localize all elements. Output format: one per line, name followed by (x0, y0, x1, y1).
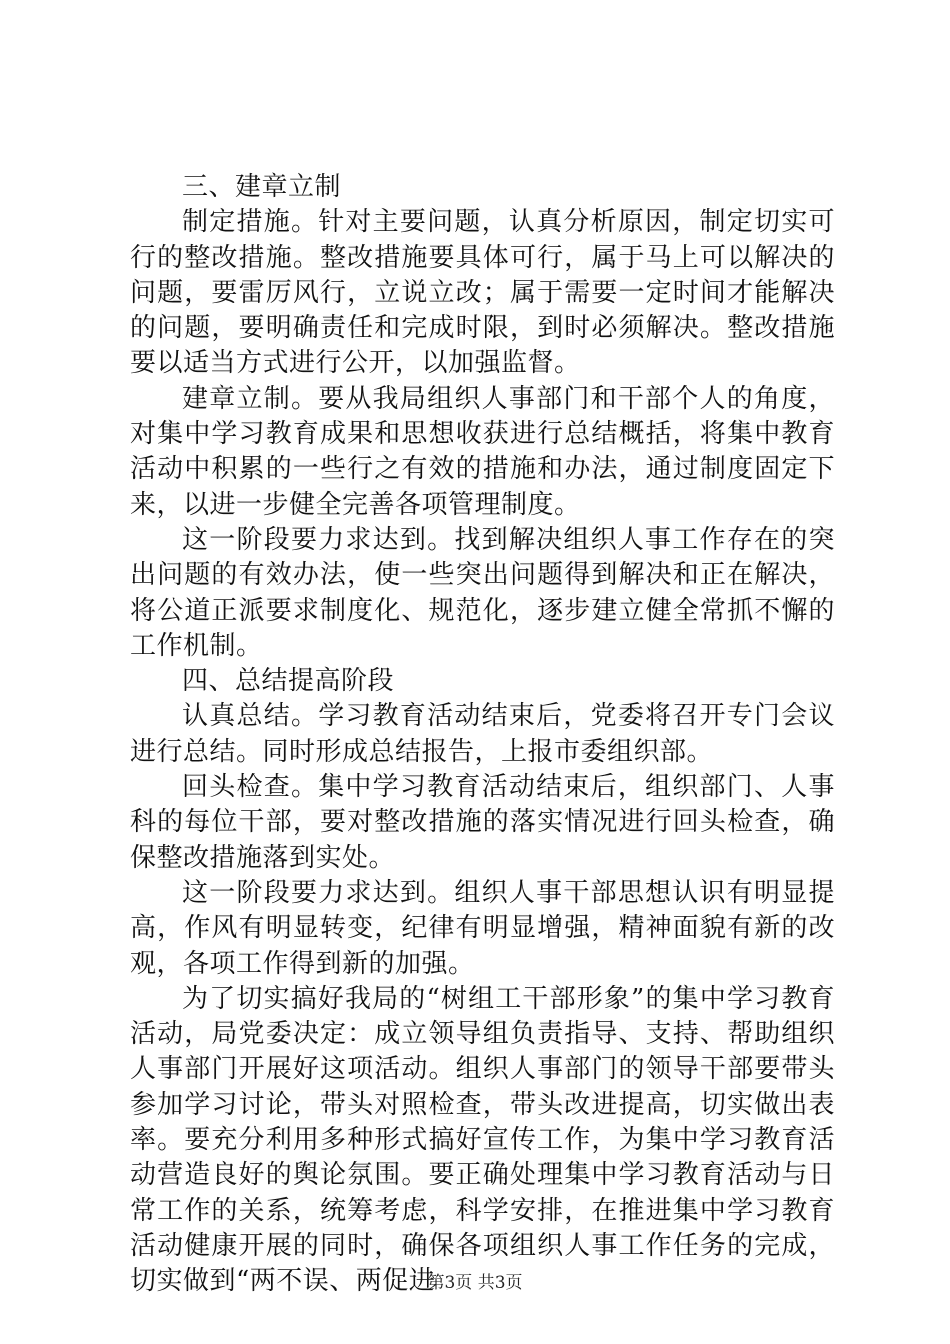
document-body (130, 170, 835, 1300)
paragraph-review: 回头检查。集中学习教育活动结束后，组织部门、人事科的每位干部，要对整改措施的落实情况进行回头检查，确保整改措施落到实处。 (130, 772, 835, 873)
page-number: 第3页 共3页 (427, 1273, 523, 1293)
section-heading-four: 四、总结提高阶段 (182, 666, 395, 697)
paragraph-stage-goal-four: 这一阶段要力求达到。组织人事干部思想认识有明显提高，作风有明显转变，纪律有明显增强，精神面貌有新的改观，各项工作得到新的加强。 (130, 877, 835, 979)
paragraph-measures: 制定措施。针对主要问题，认真分析原因，制定切实可行的整改措施。整改措施要具体可行，属于马上可以解决的问题，要雷厉风行，立说立改；属于需要一定时间才能解决的问题，要明确责任和完成时限，到时必须解决。整改措施要以适当方式进行公开，以加强监督。 (130, 207, 835, 379)
section-heading-three: 三、建章立制 (182, 172, 342, 202)
paragraph-rules: 建章立制。要从我局组织人事部门和干部个人的角度，对集中学习教育成果和思想收获进行总结概括，将集中教育活动中积累的一些行之有效的措施和办法，通过制度固定下来，以进一步健全完善各项管理制度。 (130, 383, 835, 520)
paragraph-closing: 为了切实搞好我局的“树组工干部形象”的集中学习教育活动，局党委决定：成立领导组负责指导、支持、帮助组织人事部门开展好这项活动。组织人事部门的领导干部要带头参加学习讨论，带头对照检查，带头改进提高，切实做出表率。要充分利用多种形式搞好宣传工作，为集中学习教育活动营造良好的舆论氛围。要正确处理集中学习教育活动与日常工作的关系，统筹考虑，科学安排，在推进集中学习教育活动健康开展的同时，确保各项组织人事工作任务的完成，切实做到“两不误、两促进 (130, 983, 835, 1297)
paragraph-summary: 认真总结。学习教育活动结束后，党委将召开专门会议进行总结。同时形成总结报告，上报市委组织部。 (130, 701, 835, 767)
paragraph-stage-goal-three: 这一阶段要力求达到。找到解决组织人事工作存在的突出问题的有效办法，使一些突出问题得到解决和正在解决，将公道正派要求制度化、规范化，逐步建立健全常抓不懈的工作机制。 (130, 524, 835, 661)
